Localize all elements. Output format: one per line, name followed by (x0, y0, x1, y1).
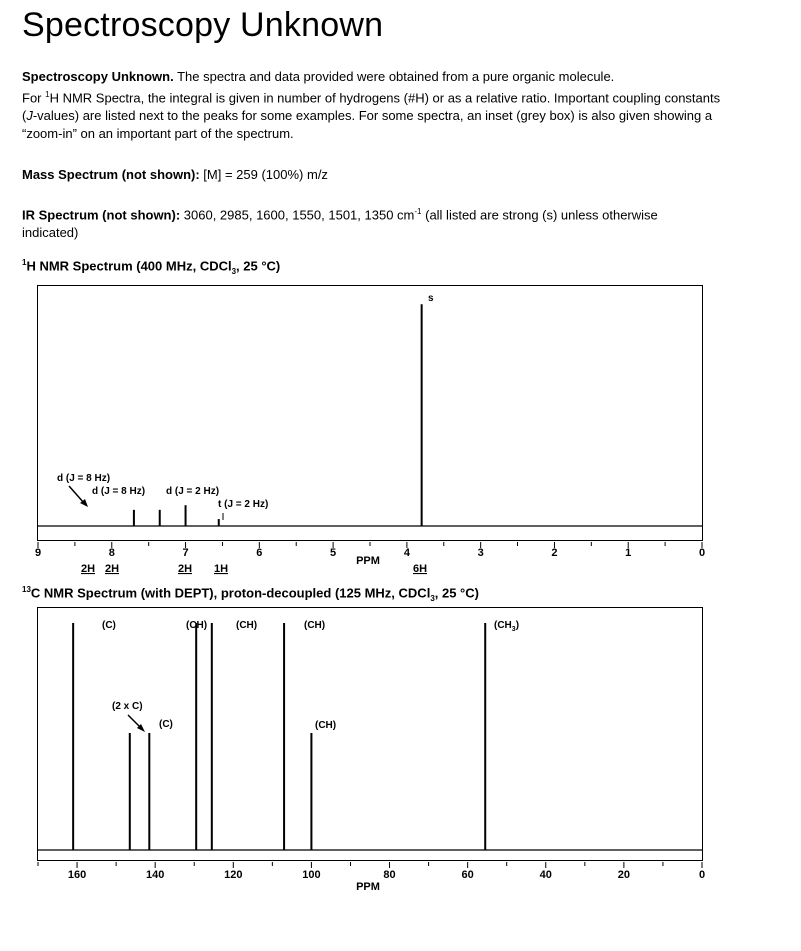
hnmr-tick-label: 7 (182, 547, 189, 559)
intro-line1: The spectra and data provided were obtained from a pure organic molecule. (173, 69, 615, 84)
hnmr-integral: 2H (80, 563, 96, 575)
cnmr-peak-label: (C) (102, 620, 116, 631)
hnmr-axis-label: PPM (356, 555, 380, 567)
cnmr-peak-label: $(CH_3)$ (494, 620, 520, 633)
ir-line2: indicated) (22, 225, 79, 241)
hnmr-header (22, 258, 280, 276)
cnmr-peak-label: (C) (159, 719, 173, 730)
hnmr-tick-label: 0 (698, 547, 706, 559)
ir-spectrum-line (22, 203, 762, 242)
intro-line2: H NMR Spectra, the integral is given in number of hydrogens (#H) or as a relative ratio. Important coupling constants (49, 90, 721, 106)
cnmr-tick-label: 0 (698, 869, 706, 881)
intro-line2-pre: For (22, 90, 46, 106)
intro-line2-sup: 1 (45, 90, 50, 99)
hnmr-peak-label: s (428, 293, 434, 304)
intro-paragraph: Spectroscopy Unknown. The spectra and data provided were obtained from a pure organic molecule. For $^1$H NMR Spectra, the integral is given in number of hydrogens (#H) or as a relative ratio. Important coupling constants (J-values) are listed next to the peaks for some examples. For some spectra, an inset (grey box) is also given showing a “zoom-in” on an important part of the spectrum. (22, 69, 721, 142)
cnmr-tick-label: 40 (539, 869, 552, 881)
ir-sup: -1 (414, 207, 422, 216)
cnmr-peak-label: (2 x C) (112, 701, 143, 712)
hnmr-plot-frame (38, 286, 703, 541)
cnmr-tick-label: 100 (302, 869, 321, 881)
mass-value: [M] = 259 (100%) m/z (199, 167, 328, 182)
hnmr-integral: 6H (412, 563, 428, 575)
hnmr-header-sup: 1 (22, 258, 27, 267)
hnmr-peak-label: d (J = 8 Hz) (57, 473, 111, 484)
ir-label: IR Spectrum (not shown): (22, 207, 181, 223)
cnmr-tick-label: 140 (145, 869, 165, 881)
hnmr-tick-label: 4 (403, 547, 410, 559)
cnmr-axis-label: PPM (356, 881, 380, 893)
cnmr-tick-label: 60 (461, 869, 474, 881)
cnmr-tick-label: 120 (224, 869, 243, 881)
cnmr-tick-label: 80 (383, 869, 396, 881)
intro-line4: “zoom-in” on an important part of the spectrum. (22, 126, 294, 142)
hnmr-header-sub: 3 (231, 266, 237, 276)
hnmr-tick-label: 1 (625, 547, 632, 559)
hnmr-header-tail: , 25 °C) (236, 258, 281, 274)
hnmr-tick-label: 5 (330, 547, 337, 559)
hnmr-spectrum-chart (0, 280, 801, 580)
cnmr-peak-label: (CH) (186, 620, 208, 631)
page-title: Spectroscopy Unknown (22, 6, 384, 44)
hnmr-header-text: H NMR Spectrum (400 MHz, CDCl (26, 258, 232, 274)
mass-spectrum-line (22, 166, 762, 184)
hnmr-tick-label: 8 (108, 547, 115, 559)
hnmr-integral: 2H (177, 563, 193, 575)
cnmr-header-tail: , 25 °C) (434, 585, 479, 601)
cnmr-peak-label: (CH) (315, 720, 337, 731)
hnmr-tick-label: 2 (551, 547, 558, 559)
hnmr-peak-label: d (J = 8 Hz) (92, 486, 146, 497)
intro-lead: Spectroscopy Unknown. (22, 69, 174, 84)
cnmr-tick-label: 20 (617, 869, 631, 881)
hnmr-tick-label: 6 (256, 547, 263, 559)
hnmr-peak-label: t (J = 2 Hz) (218, 499, 269, 510)
intro-line3-italic: J (26, 108, 33, 124)
hnmr-tick-label: 9 (34, 547, 42, 559)
intro-line3: -values) are listed next to the peaks for some examples. For some spectra, an inset (grey box) is also given showing a (32, 108, 713, 124)
cnmr-peak-label: (CH) (304, 620, 326, 631)
mass-label: Mass Spectrum (not shown): (22, 167, 200, 182)
cnmr-spectrum-chart (0, 600, 801, 900)
hnmr-label-arrow (69, 486, 84, 503)
cnmr-header-sub: 3 (430, 593, 435, 603)
ir-tail: (all listed are strong (s) unless otherwise (421, 207, 658, 223)
hnmr-peak-label: d (J = 2 Hz) (166, 486, 220, 497)
ir-value: 3060, 2985, 1600, 1550, 1501, 1350 cm (180, 207, 415, 223)
cnmr-tick-label: 160 (67, 869, 87, 881)
cnmr-plot-frame (38, 608, 703, 861)
hnmr-integral: 1H (213, 563, 229, 575)
cnmr-peak-label: (CH) (236, 620, 258, 631)
cnmr-header-text: C NMR Spectrum (with DEPT), proton-decoupled (125 MHz, CDCl (30, 585, 431, 601)
cnmr-header-sup: 13 (22, 585, 31, 594)
hnmr-tick-label: 3 (477, 547, 484, 559)
hnmr-integral: 2H (104, 563, 120, 575)
